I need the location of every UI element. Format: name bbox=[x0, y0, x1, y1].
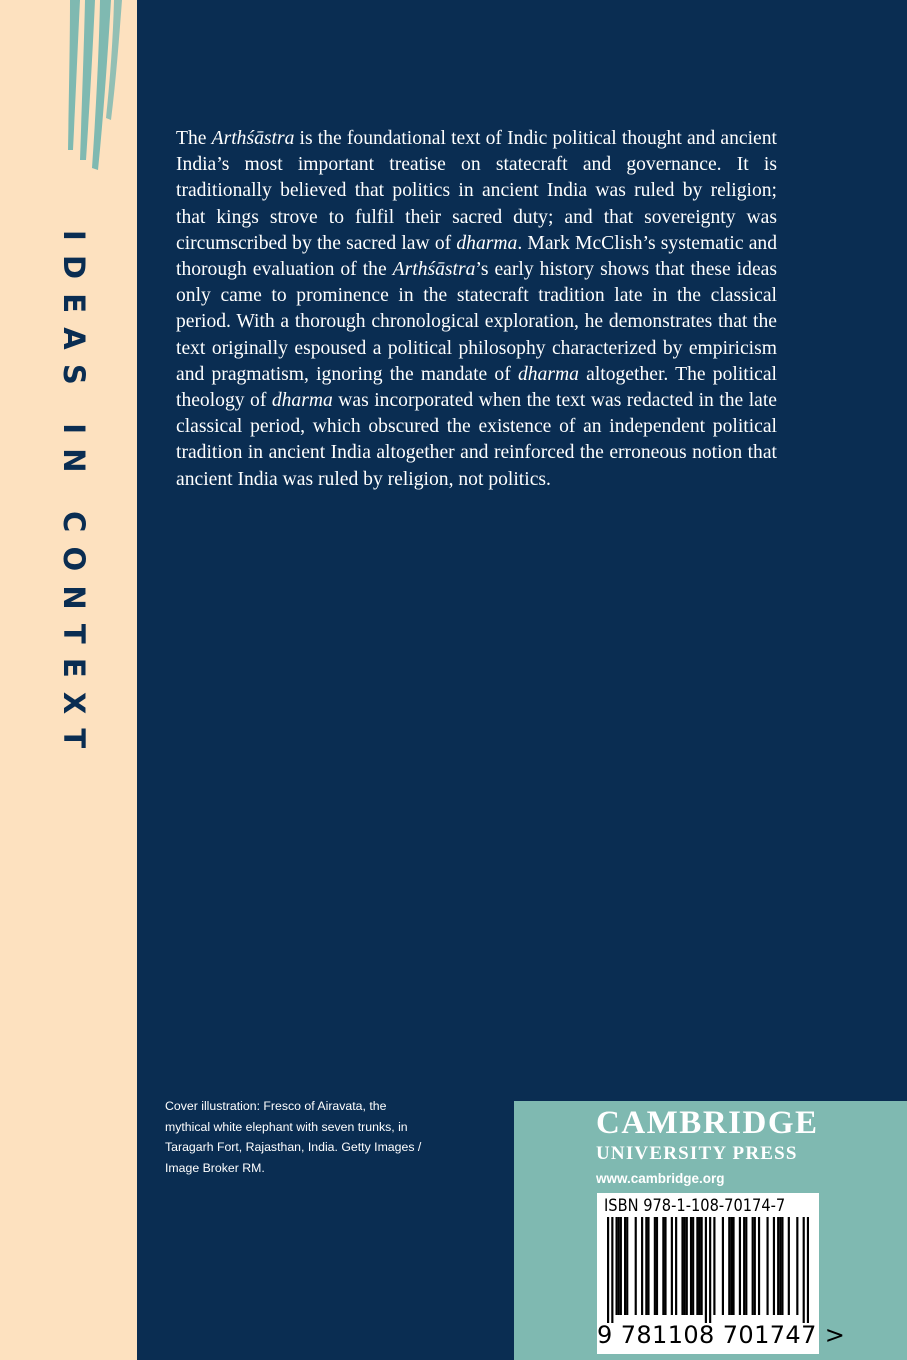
barcode-bar bbox=[739, 1217, 741, 1315]
barcode-bar bbox=[686, 1217, 688, 1315]
barcode-bar bbox=[745, 1217, 747, 1315]
barcode-bar bbox=[773, 1217, 775, 1315]
barcode-bar bbox=[620, 1217, 622, 1315]
barcode-bar bbox=[803, 1217, 805, 1323]
barcode-bar bbox=[656, 1217, 658, 1315]
blurb-text: The bbox=[176, 128, 212, 149]
publisher-url: www.cambridge.org bbox=[596, 1171, 725, 1186]
barcode-bar bbox=[728, 1217, 730, 1315]
brush-strokes-decoration bbox=[0, 0, 137, 170]
barcode-bar bbox=[730, 1217, 732, 1315]
barcode-bar bbox=[675, 1217, 677, 1315]
barcode-bar bbox=[611, 1217, 613, 1323]
isbn-barcode bbox=[597, 1193, 846, 1354]
barcode-bar bbox=[690, 1217, 692, 1315]
book-description bbox=[176, 126, 777, 493]
publisher-logo-name: CAMBRIDGE bbox=[596, 1105, 819, 1141]
series-title: IDEAS IN CONTEXT bbox=[57, 230, 91, 763]
barcode-bar bbox=[752, 1217, 754, 1315]
barcode-bar bbox=[701, 1217, 703, 1315]
barcode-bar bbox=[722, 1217, 724, 1315]
barcode-bar bbox=[692, 1217, 694, 1315]
barcode-bar bbox=[754, 1217, 756, 1315]
barcode-bar bbox=[647, 1217, 649, 1315]
credit-line: Image Broker RM. bbox=[165, 1160, 265, 1175]
blurb-italic-term: dharma bbox=[517, 363, 579, 385]
barcode-bar bbox=[626, 1217, 628, 1315]
credit-line: Taragarh Fort, Rajasthan, India. Getty Images / bbox=[165, 1140, 422, 1154]
cover-illustration-credit bbox=[165, 1096, 465, 1178]
barcode-bar bbox=[696, 1217, 698, 1315]
barcode-bar bbox=[705, 1217, 707, 1323]
blurb-italic-term: dharma bbox=[271, 390, 333, 412]
barcode-bar bbox=[624, 1217, 626, 1315]
barcode-bar bbox=[645, 1217, 647, 1315]
barcode-bar bbox=[664, 1217, 666, 1315]
barcode-bars bbox=[607, 1217, 809, 1323]
barcode-bar bbox=[779, 1217, 781, 1315]
barcode-bar bbox=[781, 1217, 783, 1315]
barcode-bar bbox=[807, 1217, 809, 1323]
barcode-bar bbox=[743, 1217, 745, 1315]
barcode-bar bbox=[698, 1217, 700, 1315]
barcode-digits: 9 781108 701747 > bbox=[597, 1321, 846, 1349]
blurb-text: is the foundational text of Indic political thought and ancient India’s most important treatise on statecraft and governance. It is traditionally believed that politics in ancient India was ruled by religion; that kings strove to fulfil their sacred duty; and that sovereignty was circumscribed by the sacred law of bbox=[176, 128, 777, 254]
barcode-bar bbox=[758, 1217, 760, 1315]
blurb-text: altogether. The political theology of bbox=[176, 363, 778, 412]
blurb-italic-term: Arthśāstra bbox=[392, 259, 476, 281]
barcode-bar bbox=[681, 1217, 683, 1315]
isbn-label: ISBN 978-1-108-70174-7 bbox=[604, 1196, 786, 1216]
publisher-logo-subname: UNIVERSITY PRESS bbox=[596, 1143, 798, 1164]
barcode-bar bbox=[684, 1217, 686, 1315]
blurb-italic-term: dharma bbox=[456, 232, 518, 254]
blurb-italic-term: Arthśāstra bbox=[211, 128, 295, 149]
barcode-bar bbox=[635, 1217, 637, 1315]
barcode-bar bbox=[766, 1217, 768, 1315]
barcode-bar bbox=[777, 1217, 779, 1315]
side-band bbox=[0, 0, 137, 1360]
barcode-bar bbox=[654, 1217, 656, 1315]
barcode-bar bbox=[641, 1217, 643, 1315]
blurb-text: . Mark McClish’s systematic and thorough evaluation of the bbox=[176, 232, 777, 281]
barcode-bar bbox=[607, 1217, 609, 1323]
barcode-bar bbox=[671, 1217, 673, 1315]
barcode-bar bbox=[732, 1217, 734, 1315]
barcode-bar bbox=[709, 1217, 711, 1323]
blurb-text: ’s early history shows that these ideas only came to prominence in the statecraft tradition late in the classical period. With a thorough chronological exploration, he demonstrates that the text originally espoused a political philosophy characterized by empiricism and pragmatism, ignoring the mandate of bbox=[176, 259, 777, 385]
credit-line: Cover illustration: Fresco of Airavata, the bbox=[165, 1099, 387, 1113]
blurb-text: was incorporated when the text was redacted in the late classical period, which obscured the existence of an independent political tradition in ancient India altogether and reinforced the erroneous notion that ancient India was ruled by religion, not politics. bbox=[176, 390, 777, 490]
barcode-bar bbox=[616, 1217, 618, 1315]
credit-line: mythical white elephant with seven trunks, in bbox=[165, 1119, 408, 1134]
barcode-bar bbox=[713, 1217, 715, 1315]
barcode-bar bbox=[662, 1217, 664, 1315]
barcode-bar bbox=[796, 1217, 798, 1315]
barcode-bar bbox=[618, 1217, 620, 1315]
barcode-bar bbox=[788, 1217, 790, 1315]
